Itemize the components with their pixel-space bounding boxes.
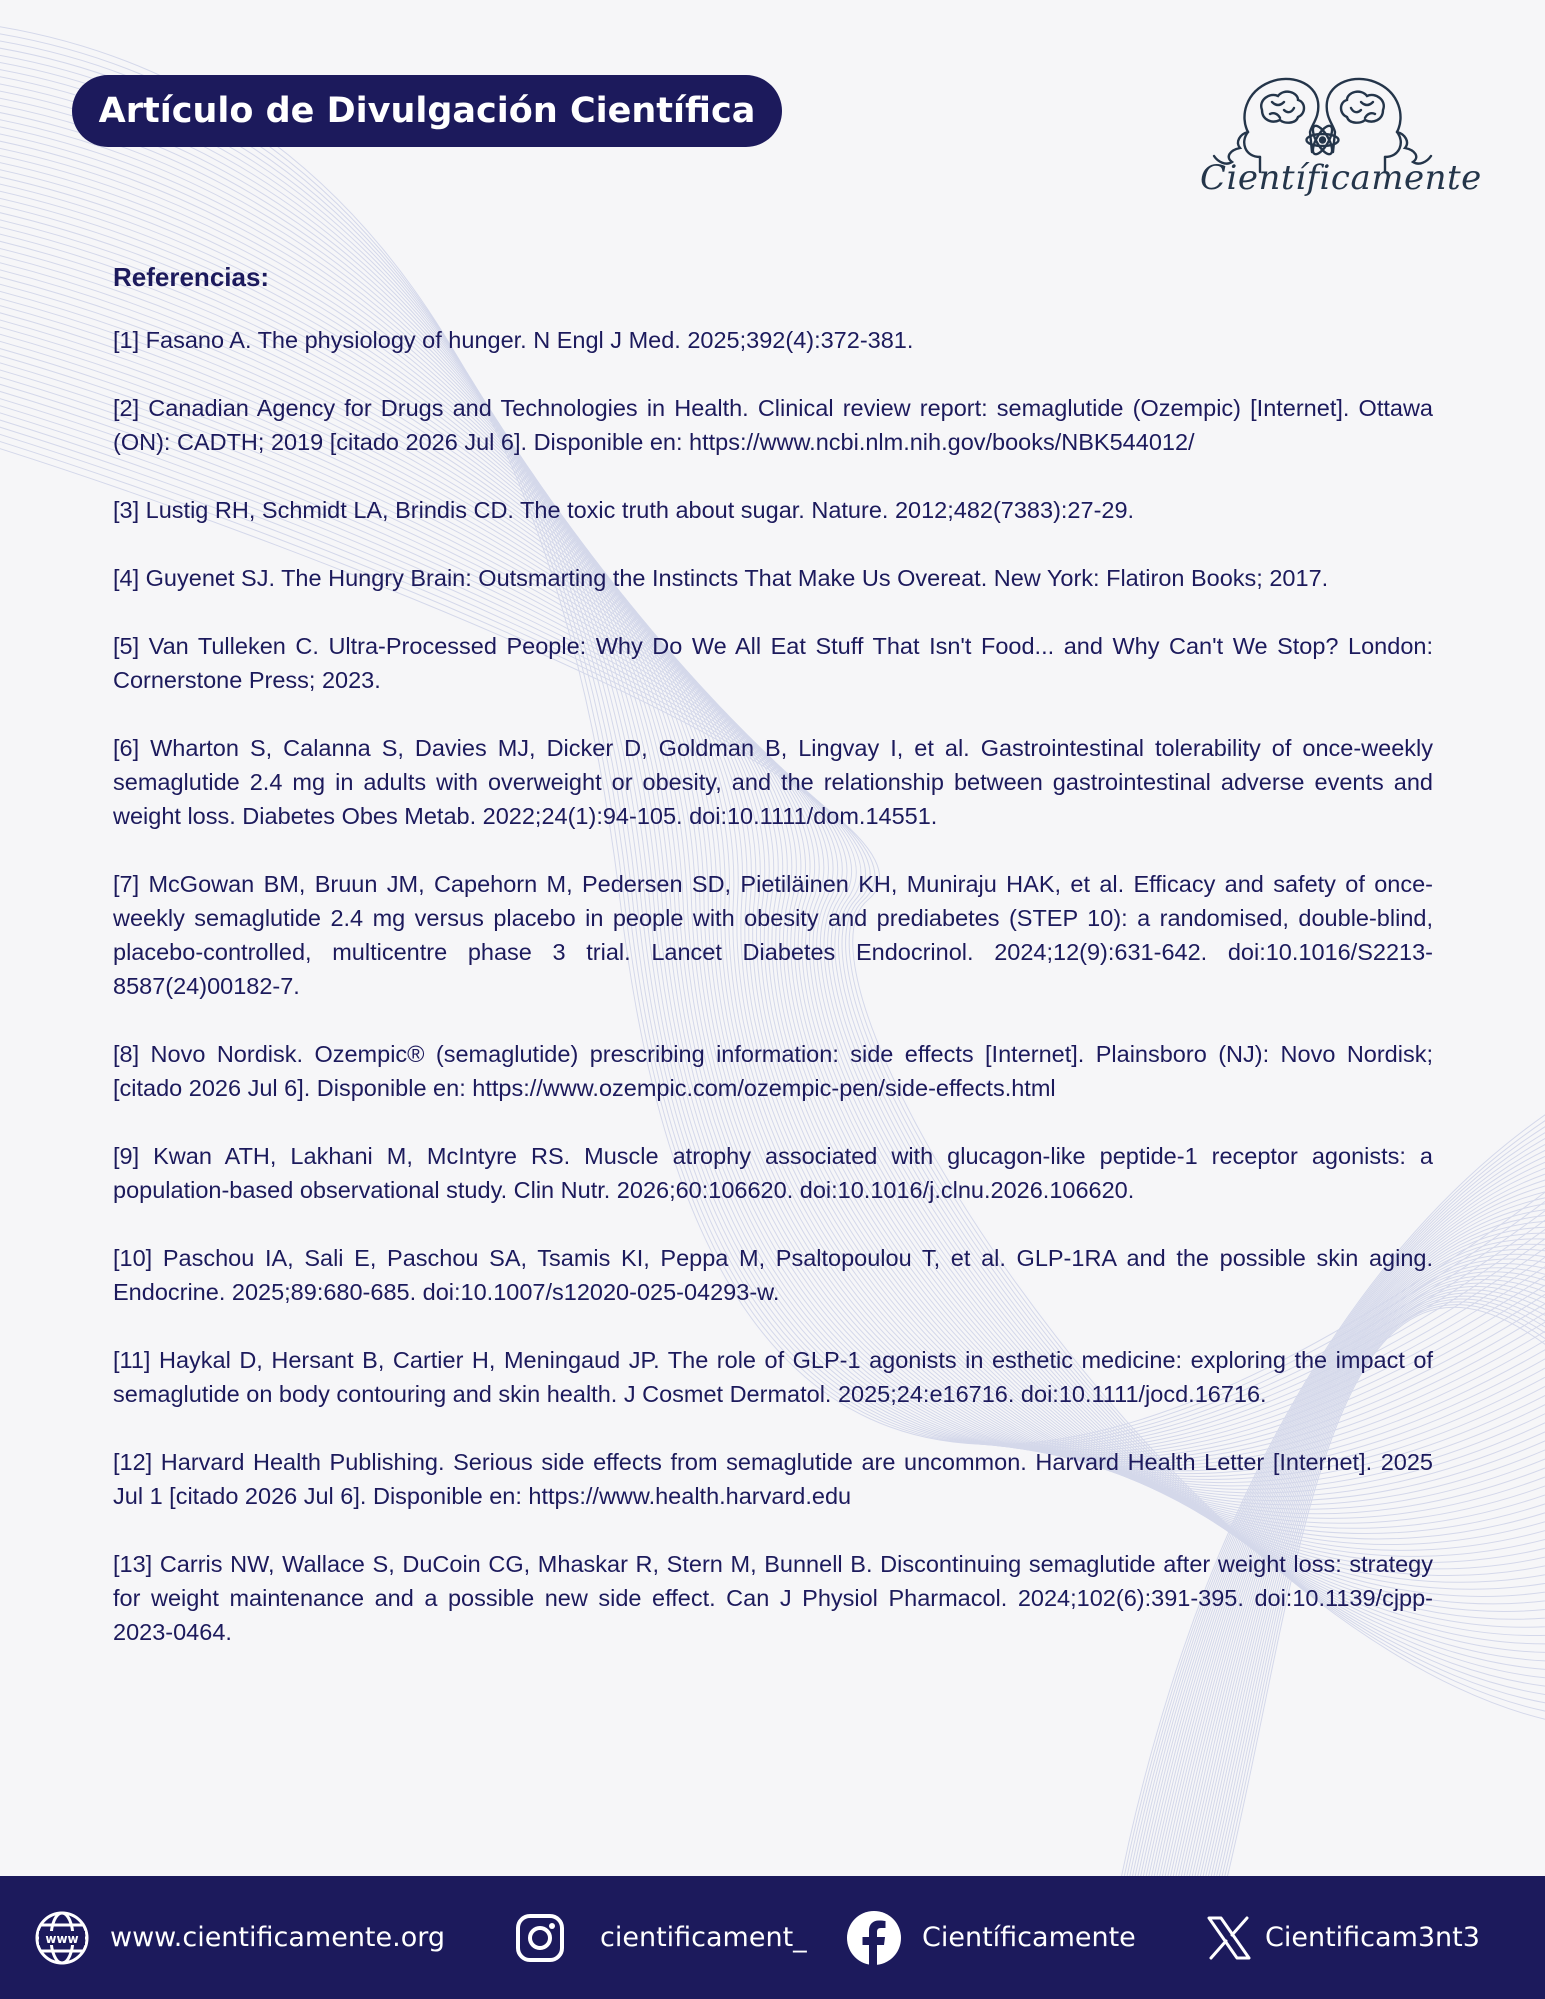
reference-item: [12] Harvard Health Publishing. Serious side effects from semaglutide are uncommon. Harvard Health Letter [Internet]. 2025 Jul 1 [citado 2026 Jul 6]. Disponible en: https://www.health.harvard.edu: [113, 1449, 1433, 1509]
reference-item: [6] Wharton S, Calanna S, Davies MJ, Dicker D, Goldman B, Lingvay I, et al. Gastrointestinal tolerability of once-weekly semaglutide 2.4 mg in adults with overweight or obesity, and the relationship between gastrointestinal adverse events and weight loss. Diabetes Obes Metab. 2022;24(1):94-105. doi:10.1111/dom.14551.: [113, 735, 1433, 829]
footer-x[interactable]: [1205, 1876, 1480, 1999]
reference-item: [11] Haykal D, Hersant B, Cartier H, Meningaud JP. The role of GLP-1 agonists in esthetic medicine: exploring the impact of semaglutide on body contouring and skin health. J Cosmet Dermatol. 2025;24:e16716. doi:10.1111/jocd.16716.: [113, 1347, 1433, 1407]
website-link[interactable]: www.cientificamente.org: [110, 1922, 445, 1953]
footer-instagram[interactable]: [512, 1876, 807, 1999]
references-list: [113, 323, 1433, 1649]
reference-item: [8] Novo Nordisk. Ozempic® (semaglutide) prescribing information: side effects [Internet]. Plainsboro (NJ): Novo Nordisk; [citado 2026 Jul 6]. Disponible en: https://www.ozempic.com/ozempic-pen/side-effects.html: [113, 1041, 1433, 1101]
reference-item: [9] Kwan ATH, Lakhani M, McIntyre RS. Muscle atrophy associated with glucagon-like peptide-1 receptor agonists: a population-based observational study. Clin Nutr. 2026;60:106620. doi:10.1016/j.clnu.2026.106620.: [113, 1143, 1433, 1203]
reference-item: [13] Carris NW, Wallace S, DuCoin CG, Mhaskar R, Stern M, Bunnell B. Discontinuing semaglutide after weight loss: strategy for weight maintenance and a possible new side effect. Can J Physiol Pharmacol. 2024;102(6):391-395. doi:10.1139/cjpp-2023-0464.: [113, 1551, 1433, 1645]
brand-wordmark: Científicamente: [1200, 158, 1482, 198]
reference-item: [5] Van Tulleken C. Ultra-Processed People: Why Do We All Eat Stuff That Isn't Food... and Why Can't We Stop? London: Cornerstone Press; 2023.: [113, 633, 1433, 693]
footer-facebook[interactable]: [846, 1876, 1136, 1999]
banner-title: Artículo de Divulgación Científica: [98, 91, 756, 131]
footer-bar: [0, 1876, 1545, 1999]
facebook-page[interactable]: Científicamente: [922, 1922, 1136, 1953]
reference-item: [2] Canadian Agency for Drugs and Technologies in Health. Clinical review report: semaglutide (Ozempic) [Internet]. Ottawa (ON): CADTH; 2019 [citado 2026 Jul 6]. Disponible en: https://www.ncbi.nlm.nih.gov/books/NBK544012/: [113, 395, 1433, 455]
x-handle[interactable]: Cientificam3nt3: [1265, 1922, 1480, 1953]
globe-icon: [34, 1910, 90, 1966]
article-type-banner: [72, 75, 782, 147]
facebook-icon: [846, 1910, 902, 1966]
x-logo-icon: [1205, 1914, 1253, 1962]
references-section: [113, 262, 1433, 1683]
reference-item: [10] Paschou IA, Sali E, Paschou SA, Tsamis KI, Peppa M, Psaltopoulou T, et al. GLP-1RA and the possible skin aging. Endocrine. 2025;89:680-685. doi:10.1007/s12020-025-04293-w.: [113, 1245, 1433, 1305]
reference-item: [3] Lustig RH, Schmidt LA, Brindis CD. The toxic truth about sugar. Nature. 2012;482(7383):27-29.: [113, 497, 1135, 523]
reference-item: [4] Guyenet SJ. The Hungry Brain: Outsmarting the Instincts That Make Us Overeat. New York: Flatiron Books; 2017.: [113, 565, 1329, 591]
reference-item: [7] McGowan BM, Bruun JM, Capehorn M, Pedersen SD, Pietiläinen KH, Muniraju HAK, et al. Efficacy and safety of once-weekly semaglutide 2.4 mg versus placebo in people with obesity and prediabetes (STEP 10): a randomised, double-blind, placebo-controlled, multicentre phase 3 trial. Lancet Diabetes Endocrinol. 2024;12(9):631-642. doi:10.1016/S2213-8587(24)00182-7.: [113, 871, 1433, 999]
instagram-handle[interactable]: cientificament_: [600, 1922, 807, 1953]
instagram-icon: [512, 1910, 568, 1966]
footer-website[interactable]: [34, 1876, 445, 1999]
references-heading: Referencias:: [113, 262, 270, 292]
reference-item: [1] Fasano A. The physiology of hunger. N Engl J Med. 2025;392(4):372-381.: [113, 327, 914, 353]
svg-text:www: www: [45, 1931, 79, 1946]
